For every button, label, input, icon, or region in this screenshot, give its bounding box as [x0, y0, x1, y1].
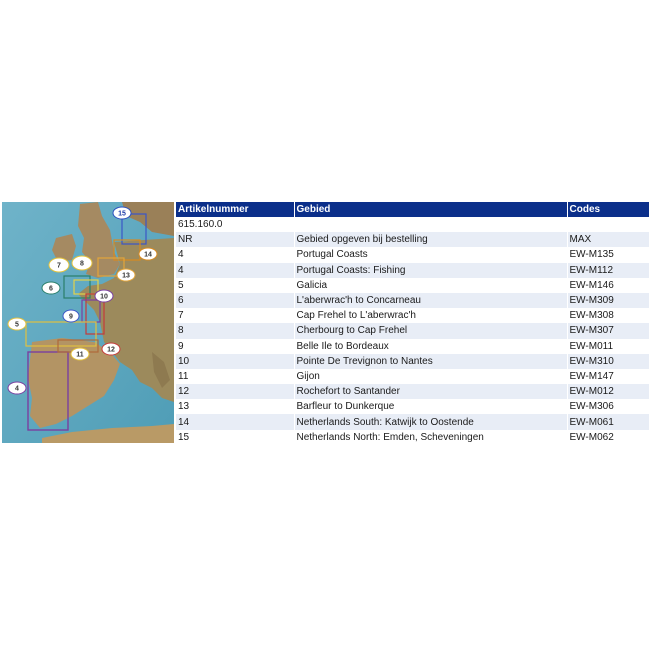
row-number: 11 — [176, 369, 294, 384]
table-row — [176, 384, 649, 399]
row-code: EW-M135 — [567, 247, 649, 262]
map-marker-label: 4 — [15, 385, 19, 393]
row-number: 5 — [176, 278, 294, 293]
column-header-codes: Codes — [567, 202, 649, 217]
map-marker-label: 15 — [118, 210, 126, 218]
table-row — [176, 247, 649, 262]
row-code: EW-M012 — [567, 384, 649, 399]
map-marker — [8, 382, 26, 394]
map-marker — [102, 343, 120, 355]
map-marker — [139, 248, 157, 260]
coverage-map-image — [2, 202, 174, 443]
row-number: 7 — [176, 308, 294, 323]
row-number: 9 — [176, 339, 294, 354]
map-marker — [72, 256, 92, 270]
row-code: EW-M306 — [567, 399, 649, 414]
map-marker — [49, 258, 69, 272]
table-row — [176, 430, 649, 445]
table-header-row — [176, 202, 649, 217]
map-marker-label: 11 — [76, 351, 84, 359]
row-code: EW-M062 — [567, 430, 649, 445]
table-cell — [294, 217, 567, 232]
row-area: Portugal Coasts: Fishing — [294, 263, 567, 278]
row-number: NR — [176, 232, 294, 247]
row-area: L'aberwrac'h to Concarneau — [294, 293, 567, 308]
row-area: Portugal Coasts — [294, 247, 567, 262]
map-marker — [8, 318, 26, 330]
row-number: 8 — [176, 323, 294, 338]
row-number: 14 — [176, 414, 294, 429]
table-row — [176, 399, 649, 414]
row-area: Cap Frehel to L'aberwrac'h — [294, 308, 567, 323]
map-marker-label: 6 — [49, 285, 53, 293]
table-row — [176, 414, 649, 429]
row-code: EW-M307 — [567, 323, 649, 338]
table-row — [176, 232, 649, 247]
row-area: Gijon — [294, 369, 567, 384]
column-header-gebied: Gebied — [294, 202, 567, 217]
map-marker-label: 10 — [100, 293, 108, 301]
map-marker-label: 14 — [144, 251, 152, 259]
row-area: Galicia — [294, 278, 567, 293]
map-marker — [113, 207, 131, 219]
row-number: 15 — [176, 430, 294, 445]
map-marker — [63, 310, 79, 322]
table-row — [176, 293, 649, 308]
row-area: Netherlands South: Katwijk to Oostende — [294, 414, 567, 429]
article-number: 615.160.0 — [176, 217, 294, 232]
row-code: MAX — [567, 232, 649, 247]
row-area: Rochefort to Santander — [294, 384, 567, 399]
row-code: EW-M011 — [567, 339, 649, 354]
row-area: Pointe De Trevignon to Nantes — [294, 354, 567, 369]
map-marker — [95, 290, 113, 302]
coverage-map — [2, 202, 174, 443]
row-area: Belle Ile to Bordeaux — [294, 339, 567, 354]
map-marker-label: 8 — [80, 260, 84, 268]
row-code: EW-M147 — [567, 369, 649, 384]
table-row — [176, 369, 649, 384]
table-row — [176, 323, 649, 338]
map-marker — [117, 269, 135, 281]
row-code: EW-M146 — [567, 278, 649, 293]
map-marker-label: 7 — [57, 262, 61, 270]
table-row — [176, 339, 649, 354]
table-row — [176, 263, 649, 278]
table-row — [176, 354, 649, 369]
row-number: 4 — [176, 247, 294, 262]
map-marker-label: 13 — [122, 272, 130, 280]
map-marker-label: 5 — [15, 321, 19, 329]
row-code: EW-M310 — [567, 354, 649, 369]
product-table — [176, 202, 649, 445]
row-area: Gebied opgeven bij bestelling — [294, 232, 567, 247]
column-header-artikelnummer: Artikelnummer — [176, 202, 294, 217]
map-marker — [42, 282, 60, 294]
product-table-panel — [176, 202, 649, 445]
row-number: 13 — [176, 399, 294, 414]
row-number: 10 — [176, 354, 294, 369]
row-number: 12 — [176, 384, 294, 399]
table-cell — [567, 217, 649, 232]
row-number: 4 — [176, 263, 294, 278]
table-row — [176, 278, 649, 293]
map-marker-label: 12 — [107, 346, 115, 354]
table-subheader-row — [176, 217, 649, 232]
row-code: EW-M308 — [567, 308, 649, 323]
row-code: EW-M112 — [567, 263, 649, 278]
map-marker-label: 9 — [69, 313, 73, 321]
row-code: EW-M309 — [567, 293, 649, 308]
map-marker — [71, 348, 89, 360]
row-area: Netherlands North: Emden, Scheveningen — [294, 430, 567, 445]
row-area: Cherbourg to Cap Frehel — [294, 323, 567, 338]
row-code: EW-M061 — [567, 414, 649, 429]
row-area: Barfleur to Dunkerque — [294, 399, 567, 414]
row-number: 6 — [176, 293, 294, 308]
table-row — [176, 308, 649, 323]
